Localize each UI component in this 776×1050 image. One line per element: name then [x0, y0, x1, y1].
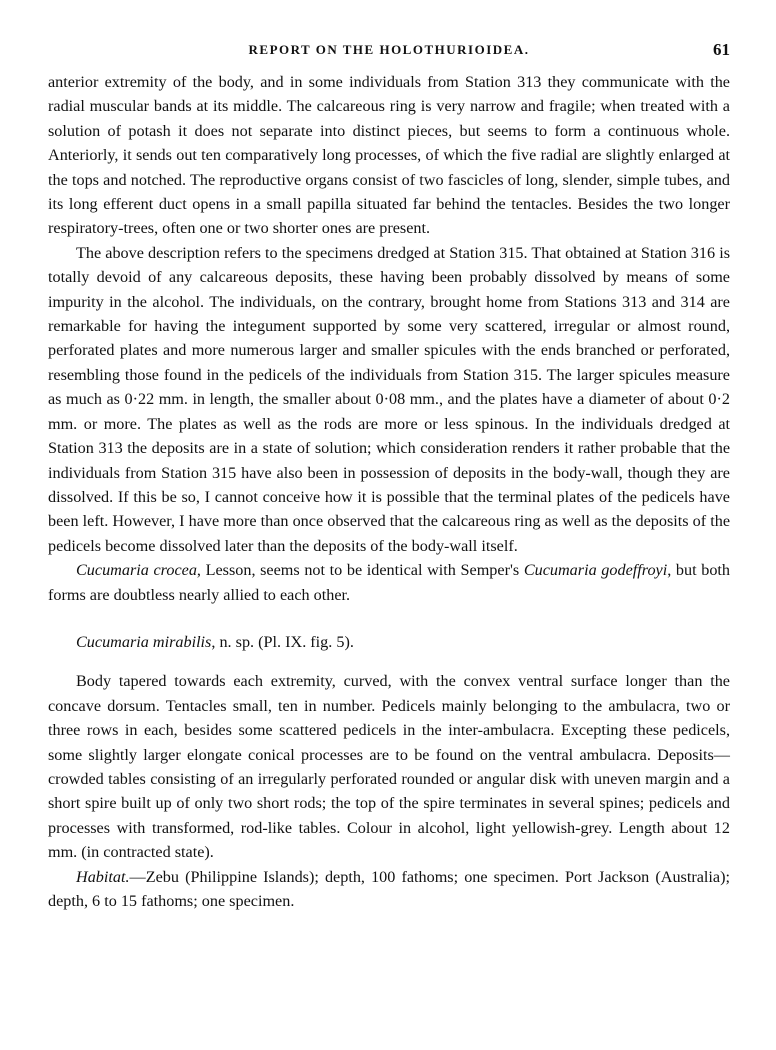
paragraph-continuation: anterior extremity of the body, and in some individuals from Station 313 they communicate with the radial muscular bands at its middle. The calcareous ring is very narrow and fragile; when treated with a solution of potash it does not separate into distinct pieces, but seems to form a continuous whole. Anteriorly, it sends out ten comparatively long processes, of which the five radial are slightly enlarged at the tops and notched. The reproductive organs consist of two fascicles of long, slender, simple tubes, and its long efferent duct opens in a small papilla situated far behind the tentacles. Besides the two longer respiratory-trees, often one or two shorter ones are present. — [48, 73, 730, 238]
comparison-text-1: , Lesson, seems not to be identical with Semper's — [196, 561, 524, 580]
habitat-text: —Zebu (Philippine Islands); depth, 100 fathoms; one specimen. Port Jackson (Australia); depth, 6 to 15 fathoms; one specimen. — [48, 867, 730, 910]
species-name-crocea: Cucumaria crocea — [76, 561, 197, 580]
paragraph-deposits: The above description refers to the specimens dredged at Station 315. That obtained at Station 316 is totally devoid of any calcareous deposits, these having been probably dissolved by means of some impurity in the alcohol. The individuals, on the contrary, brought home from Stations 313 and 314 are remarkable for having the integument supported by some very scattered, irregular or almost round, perforated plates and more numerous larger and smaller spicules with the ends branched or perforated, resembling those found in the pedicels of the individuals from Station 315. The larger spicules measure as much as 0·22 mm. in length, the smaller about 0·08 mm., and the plates have a diameter of about 0·2 mm. or more. The plates as well as the rods are more or less spinous. In the individuals dredged at Station 313 the deposits are in a state of solution; which consideration renders it rather probable that the individuals from Station 315 have also been in possession of deposits in the body-wall, though they are dissolved. If this be so, I cannot conceive how it is possible that the terminal plates of the pedicels have been left. However, I have more than once observed that the calcareous ring as well as the deposits of the pedicels become dissolved later than the deposits of the body-wall itself. — [48, 243, 730, 555]
habitat-label: Habitat. — [76, 867, 130, 886]
species-name-godeffroyi: Cucumaria godeffroyi — [523, 561, 668, 580]
paragraph-description: Body tapered towards each extremity, curved, with the convex ventral surface longer than the concave dorsum. Tentacles small, ten in number. Pedicels mainly belonging to the ambulacra, two or three rows in each, besides some scattered pedicels in the inter-ambulacra. Excepting these pedicels, some slightly larger elongate conical processes are to be found on the ventral ambulacra. Deposits—crowded tables consisting of an irregularly perforated rounded or angular disk with uneven margin and a short spire built up of only two short rods; the top of the spire terminates in several spines; pedicels and processes with transformed, rod-like tables. Colour in alcohol, light yellowish-grey. Length about 12 mm. (in contracted state). — [48, 672, 730, 862]
comparison-text-2: , but both forms are doubtless nearly allied to each other. — [48, 561, 730, 604]
page-number: 61 — [713, 40, 730, 59]
page-header — [48, 30, 730, 70]
page — [48, 30, 730, 913]
running-title: REPORT ON THE HOLOTHURIOIDEA. — [248, 42, 530, 57]
paragraph-habitat — [48, 865, 730, 914]
species-heading-text: , n. sp. (Pl. IX. fig. 5). — [211, 632, 354, 651]
paragraph-crocea-comparison — [48, 558, 730, 607]
species-heading-name: Cucumaria mirabilis — [76, 632, 212, 651]
species-heading — [48, 630, 730, 654]
